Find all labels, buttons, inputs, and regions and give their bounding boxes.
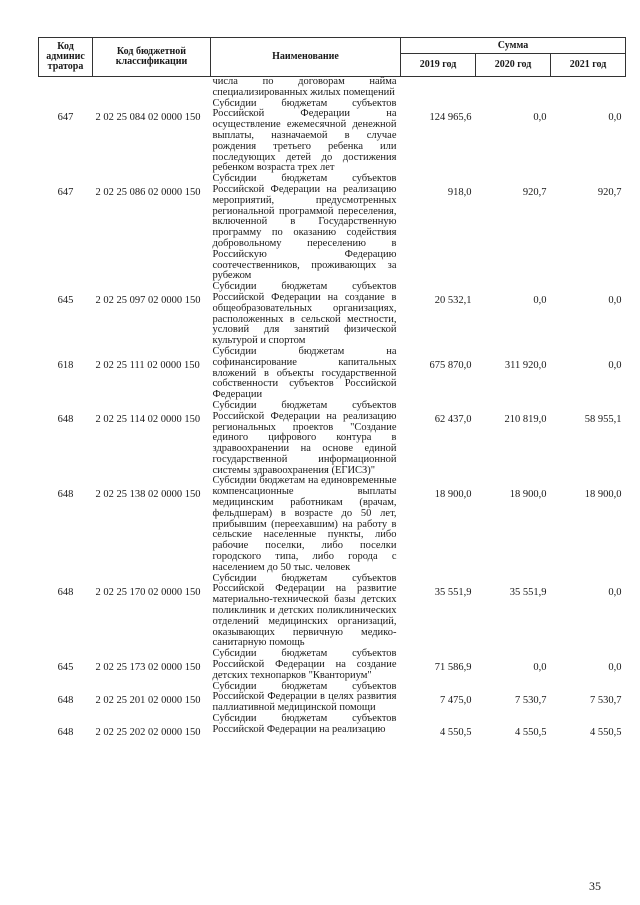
name-cell: Субсидии бюджетам субъектов Российской Федерации на осуществление ежемесячной денежной выплаты, назначаемой в случае рождения третьего ребенка или последующих детей до достижения ребенком возраста трех лет [212,97,397,174]
header-admin-code: Код админис тратора [39,38,93,77]
sum-2021-cell: 4 550,5 [590,727,622,739]
sum-2020-cell: 0,0 [533,662,547,674]
budget-code-cell: 2 02 25 173 02 0000 150 [95,662,201,674]
sum-2021-cell [551,77,626,99]
admin-code-cell [39,77,93,99]
name-cell: Субсидии бюджетам на софинансирование капитальных вложений в объекты государственной собственности субъектов Российской Федерации [212,345,397,401]
sum-2021-cell: 7 530,7 [590,694,622,706]
sum-2019-cell: 7 475,0 [440,694,472,706]
admin-code-cell: 647 [57,187,74,199]
sum-2019-cell: 20 532,1 [434,295,472,307]
sum-2019-cell: 4 550,5 [440,727,472,739]
sum-2020-cell: 210 819,0 [504,413,547,425]
sum-2019-cell: 124 965,6 [429,111,472,123]
sum-2020-cell: 4 550,5 [515,727,547,739]
sum-2021-cell: 58 955,1 [584,413,622,425]
sum-2019-cell: 71 586,9 [434,662,472,674]
name-cell: Субсидии бюджетам субъектов Российской Федерации в целях развития паллиативной медицинской помощи [212,680,397,714]
sum-2020-cell: 35 551,9 [509,586,547,598]
budget-code-cell [93,77,211,99]
budget-table-sheet [38,37,625,739]
budget-code-cell: 2 02 25 170 02 0000 150 [95,586,201,598]
sum-2021-cell: 18 900,0 [584,489,622,501]
sum-2020-cell: 311 920,0 [504,359,547,371]
admin-code-cell: 645 [57,662,74,674]
budget-code-cell: 2 02 25 201 02 0000 150 [95,694,201,706]
sum-2019-cell: 675 870,0 [429,359,472,371]
admin-code-cell: 645 [57,295,74,307]
name-cell: Субсидии бюджетам на единовременные компенсационные выплаты медицинским работникам (врачам, фельдшерам) в возрасте до 50 лет, прибывшим (переехавшим) на работу в сельские населенные пункты, либо рабочие поселки, либо поселки городского типа, либо города с населением до 50 тыс. человек [212,475,397,573]
name-cell: Субсидии бюджетам субъектов Российской Федерации на реализацию [212,713,397,735]
header-name: Наименование [211,38,401,77]
table-row [39,649,626,681]
table-row [39,574,626,650]
sum-2019-cell [401,77,476,99]
header-sum: Сумма [401,38,626,54]
sum-2021-cell: 0,0 [608,295,622,307]
name-cell: Субсидии бюджетам субъектов Российской Федерации на развитие материально-технической базы детских поликлиник и детских поликлинических отделений медицинских организаций, оказывающих первичную медико-санитарную помощь [212,572,397,649]
sum-2021-cell: 920,7 [597,187,622,199]
admin-code-cell: 648 [57,727,74,739]
budget-code-cell: 2 02 25 202 02 0000 150 [95,727,201,739]
sum-2019-cell: 62 437,0 [434,413,472,425]
name-cell: Субсидии бюджетам субъектов Российской Федерации на создание в общеобразовательных организациях, расположенных в сельской местности, условий для занятий физической культурой и спортом [212,281,397,347]
budget-code-cell: 2 02 25 111 02 0000 150 [95,359,200,371]
header-budget-code: Код бюджетной классификации [93,38,211,77]
sum-2020-cell [476,77,551,99]
table-row [39,714,626,739]
sum-2021-cell: 0,0 [608,586,622,598]
sum-2021-cell: 0,0 [608,111,622,123]
header-year-2019: 2019 год [401,54,476,77]
sum-2021-cell: 0,0 [608,662,622,674]
sum-2020-cell: 18 900,0 [509,489,547,501]
name-cell: Субсидии бюджетам субъектов Российской Федерации на реализацию региональных проектов "Создание единого цифрового контура в здравоохранении на основе единой государственной информационной системы здравоохранения (ЕГИСЗ)" [212,399,397,476]
admin-code-cell: 647 [57,111,74,123]
name-cell: Субсидии бюджетам субъектов Российской Федерации на создание детских технопарков "Кванториум" [212,648,397,681]
admin-code-cell: 648 [57,413,74,425]
budget-code-cell: 2 02 25 097 02 0000 150 [95,295,201,307]
sum-2019-cell: 918,0 [447,187,472,199]
name-cell: Субсидии бюджетам субъектов Российской Федерации на реализацию мероприятий, предусмотренных региональной программой переселения, включенной в Государственную программу по оказанию содействия добровольному переселению в Российскую Федерацию соотечественников, проживающих за рубежом [212,173,397,282]
header-year-2021: 2021 год [551,54,626,77]
table-row [39,99,626,175]
table-row [39,77,626,99]
table-row [39,401,626,477]
sum-2020-cell: 0,0 [533,295,547,307]
sum-2020-cell: 0,0 [533,111,547,123]
sum-2019-cell: 18 900,0 [434,489,472,501]
name-cell: числа по договорам найма специализированных жилых помещений [212,76,397,98]
admin-code-cell: 648 [57,489,74,501]
admin-code-cell: 618 [57,359,74,371]
budget-code-cell: 2 02 25 086 02 0000 150 [95,187,201,199]
table-row [39,347,626,401]
admin-code-cell: 648 [57,694,74,706]
header-year-2020: 2020 год [476,54,551,77]
table-row [39,174,626,282]
page-number: 35 [589,879,601,893]
budget-code-cell: 2 02 25 084 02 0000 150 [95,111,201,123]
budget-code-cell: 2 02 25 138 02 0000 150 [95,489,201,501]
sum-2019-cell: 35 551,9 [434,586,472,598]
table-row [39,282,626,347]
table-row [39,476,626,573]
budget-code-cell: 2 02 25 114 02 0000 150 [95,413,201,425]
sum-2021-cell: 0,0 [608,359,622,371]
admin-code-cell: 648 [57,586,74,598]
table-row [39,682,626,714]
sum-2020-cell: 920,7 [522,187,547,199]
sum-2020-cell: 7 530,7 [515,694,547,706]
budget-table [38,37,626,739]
